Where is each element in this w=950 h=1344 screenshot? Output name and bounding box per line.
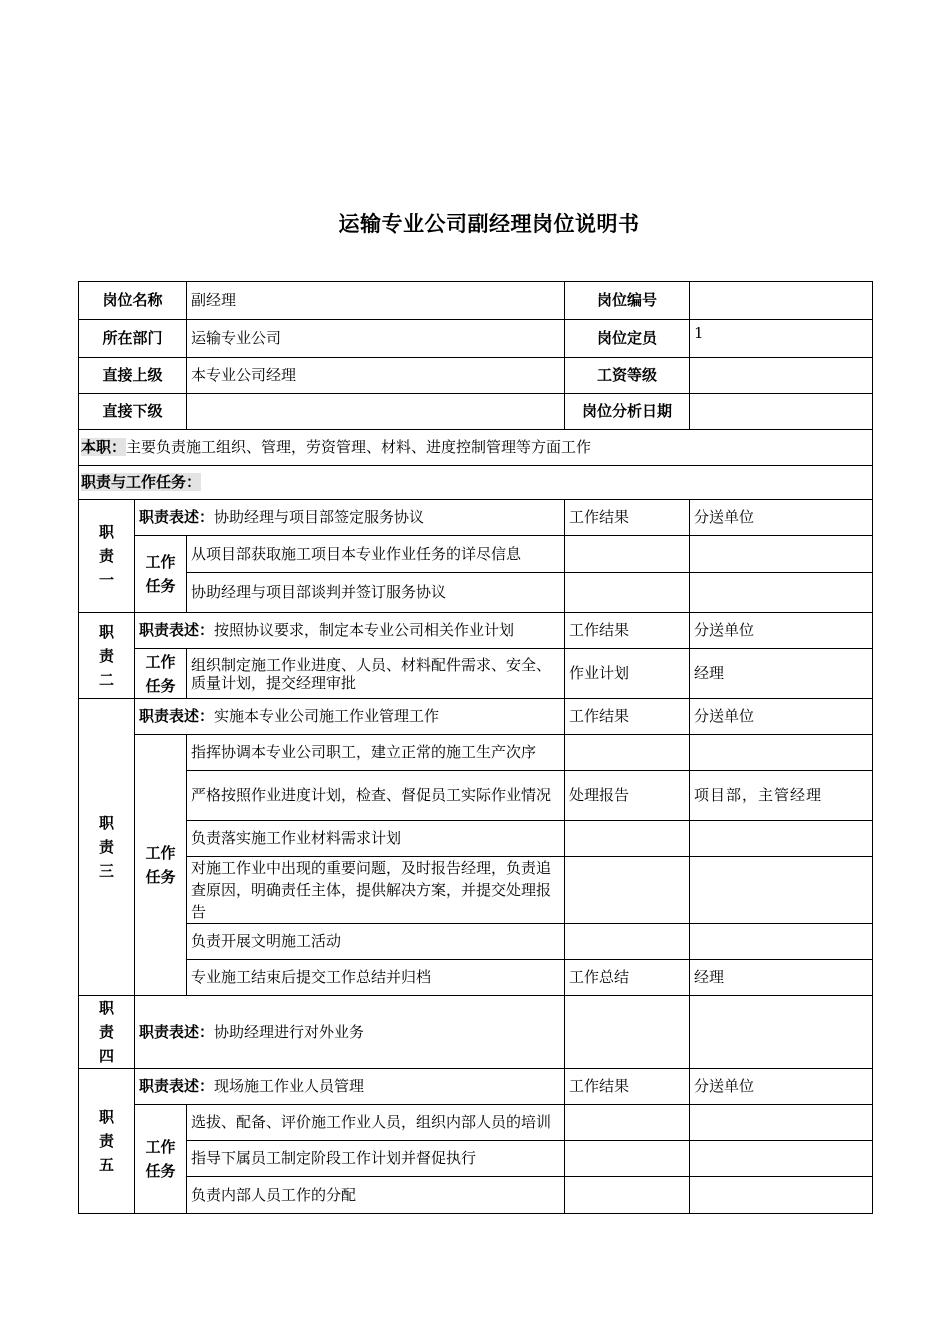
duty-1-statement: 职责表述：协助经理与项目部签定服务协议 xyxy=(135,500,565,536)
duty-5-task-1: 选拔、配备、评价施工作业人员，组织内部人员的培训 xyxy=(187,1105,565,1141)
duty-4-recipient xyxy=(690,996,873,1069)
duty-5-task-1-result xyxy=(565,1105,690,1141)
duty-5-task-2-result xyxy=(565,1141,690,1177)
duty-3-task-5-recipient xyxy=(690,924,873,960)
headcount-label: 岗位定员 xyxy=(565,320,690,358)
duty-5-task-3: 负责内部人员工作的分配 xyxy=(187,1177,565,1214)
duty-3-task-6: 专业施工结束后提交工作总结并归档 xyxy=(187,960,565,996)
duty-5-result-header: 工作结果 xyxy=(565,1069,690,1105)
duty-3-result-header: 工作结果 xyxy=(565,699,690,735)
duty-3-task-5: 负责开展文明施工活动 xyxy=(187,924,565,960)
position-name-label: 岗位名称 xyxy=(79,282,187,320)
main-duty-label: 本职： xyxy=(81,438,127,456)
duty-3-recipient-header: 分送单位 xyxy=(690,699,873,735)
department-value: 运输专业公司 xyxy=(187,320,565,358)
duty-1-task-2: 协助经理与项目部谈判并签订服务协议 xyxy=(187,573,565,613)
duty-5-recipient-header: 分送单位 xyxy=(690,1069,873,1105)
duty-3-task-3: 负责落实施工作业材料需求计划 xyxy=(187,821,565,857)
duties-heading-row xyxy=(79,466,873,500)
duty-3-task-2-recipient: 项目部，主管经理 xyxy=(690,771,873,821)
duty-3-task-6-result: 工作总结 xyxy=(565,960,690,996)
duty-1-task-2-result xyxy=(565,573,690,613)
duty-2-name: 职 责 二 xyxy=(79,613,135,699)
department-label: 所在部门 xyxy=(79,320,187,358)
analysis-date-value xyxy=(690,394,873,430)
duty-2-result-header: 工作结果 xyxy=(565,613,690,649)
salary-grade-label: 工资等级 xyxy=(565,358,690,394)
duty-3-task-3-result xyxy=(565,821,690,857)
headcount-value: 1 xyxy=(690,320,873,358)
duty-3-task-6-recipient: 经理 xyxy=(690,960,873,996)
position-code-value xyxy=(690,282,873,320)
superior-label: 直接上级 xyxy=(79,358,187,394)
duty-2-task-label: 工作 任务 xyxy=(135,649,187,699)
duty-1-result-header: 工作结果 xyxy=(565,500,690,536)
duty-2-statement: 职责表述：按照协议要求，制定本专业公司相关作业计划 xyxy=(135,613,565,649)
duty-2-task-1-recipient: 经理 xyxy=(690,649,873,699)
analysis-date-label: 岗位分析日期 xyxy=(565,394,690,430)
duty-3-task-1-result xyxy=(565,735,690,771)
duty-3-task-3-recipient xyxy=(690,821,873,857)
duty-3-name: 职 责 三 xyxy=(79,699,135,996)
duty-5-statement: 职责表述：现场施工作业人员管理 xyxy=(135,1069,565,1105)
duty-5-task-2: 指导下属员工制定阶段工作计划并督促执行 xyxy=(187,1141,565,1177)
duty-3-task-2: 严格按照作业进度计划，检查、督促员工实际作业情况 xyxy=(187,771,565,821)
main-duty-row xyxy=(79,430,873,466)
duty-2-task-1-result: 作业计划 xyxy=(565,649,690,699)
duty-3-task-1-recipient xyxy=(690,735,873,771)
duty-2-task-1: 组织制定施工作业进度、人员、材料配件需求、安全、质量计划，提交经理审批 xyxy=(187,649,565,699)
duty-4-statement: 职责表述：协助经理进行对外业务 xyxy=(135,996,565,1069)
duty-3-task-2-result: 处理报告 xyxy=(565,771,690,821)
duty-3-task-label: 工作 任务 xyxy=(135,735,187,996)
duty-5-task-3-recipient xyxy=(690,1177,873,1214)
duty-3-statement: 职责表述：实施本专业公司施工作业管理工作 xyxy=(135,699,565,735)
duties-heading: 职责与工作任务： xyxy=(81,473,202,491)
duty-3-task-5-result xyxy=(565,924,690,960)
main-duty-text: 主要负责施工组织、管理，劳资管理、材料、进度控制管理等方面工作 xyxy=(126,438,592,456)
duty-5-task-3-result xyxy=(565,1177,690,1214)
duty-3-task-4: 对施工作业中出现的重要问题，及时报告经理，负责追查原因，明确责任主体，提供解决方案，并提交处理报告 xyxy=(187,857,565,924)
duty-1-name: 职 责 一 xyxy=(79,500,135,613)
duty-2-recipient-header: 分送单位 xyxy=(690,613,873,649)
position-name-value: 副经理 xyxy=(187,282,565,320)
duty-1-recipient-header: 分送单位 xyxy=(690,500,873,536)
subordinate-label: 直接下级 xyxy=(79,394,187,430)
duty-5-name: 职 责 五 xyxy=(79,1069,135,1214)
duty-4-name: 职 责 四 xyxy=(79,996,135,1069)
duty-5-task-label: 工作 任务 xyxy=(135,1105,187,1214)
duty-5-task-2-recipient xyxy=(690,1141,873,1177)
duty-3-task-4-result xyxy=(565,857,690,924)
duty-1-task-1-result xyxy=(565,536,690,573)
duty-1-task-2-recipient xyxy=(690,573,873,613)
duty-1-task-1-recipient xyxy=(690,536,873,573)
duty-3-task-4-recipient xyxy=(690,857,873,924)
subordinate-value xyxy=(187,394,565,430)
salary-grade-value xyxy=(690,358,873,394)
document-title: 运输专业公司副经理岗位说明书 xyxy=(338,212,640,236)
superior-value: 本专业公司经理 xyxy=(187,358,565,394)
duty-4-result xyxy=(565,996,690,1069)
position-code-label: 岗位编号 xyxy=(565,282,690,320)
duty-3-task-1: 指挥协调本专业公司职工，建立正常的施工生产次序 xyxy=(187,735,565,771)
duty-1-task-label: 工作 任务 xyxy=(135,536,187,613)
duty-5-task-1-recipient xyxy=(690,1105,873,1141)
duty-1-task-1: 从项目部获取施工项目本专业作业任务的详尽信息 xyxy=(187,536,565,573)
job-description-table xyxy=(78,281,873,1214)
